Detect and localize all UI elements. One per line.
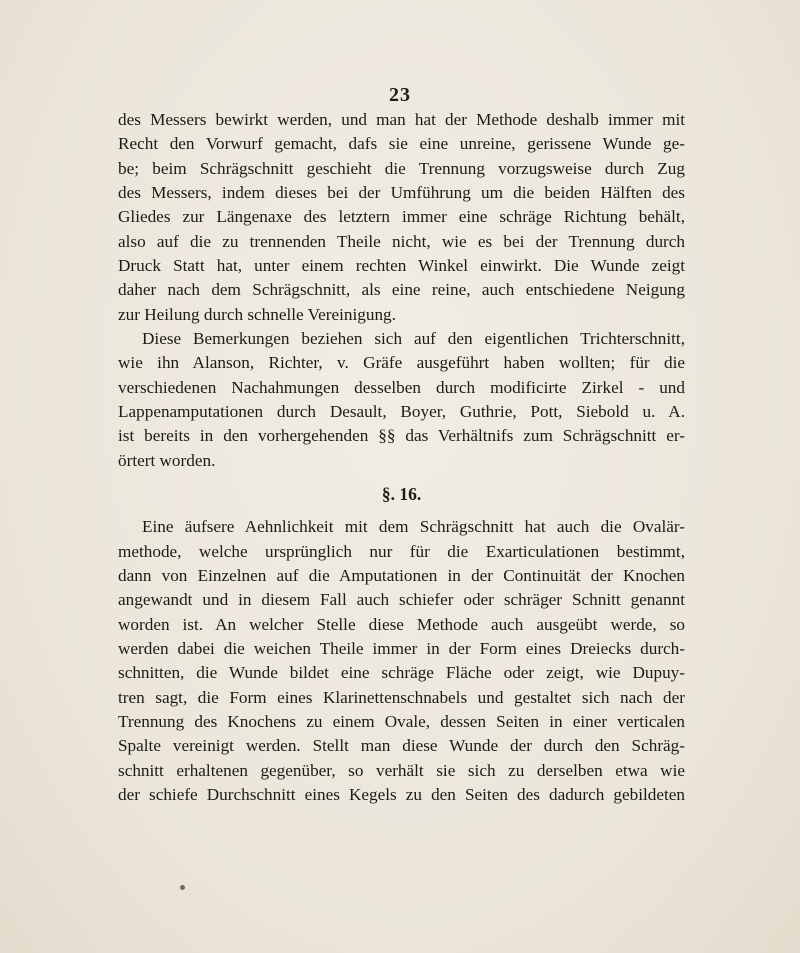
text-line: verschiedenen Nachahmungen desselben durch modificirte Zirkel - und xyxy=(118,377,685,397)
text-line: Lappenamputationen durch Desault, Boyer, Guthrie, Pott, Siebold u. A. xyxy=(118,402,685,422)
text-line: angewandt und in diesem Fall auch schiefer oder schräger Schnitt genannt xyxy=(118,590,685,610)
text-line: also auf die zu trennenden Theile nicht, wie es bei der Trennung durch xyxy=(118,231,685,251)
text-line: be; beim Schrägschnitt geschieht die Trennung vorzugsweise durch Zug xyxy=(118,158,685,178)
text-line: Recht den Vorwurf gemacht, dafs sie eine unreine, gerissene Wunde ge- xyxy=(118,134,685,154)
text-line: Diese Bemerkungen beziehen sich auf den eigentlichen Trichterschnitt, xyxy=(142,329,685,349)
text-line: wie ihn Alanson, Richter, v. Gräfe ausgeführt haben wollten; für die xyxy=(118,353,685,373)
text-line: des Messers bewirkt werden, und man hat der Methode deshalb immer mit xyxy=(118,110,685,129)
text-line: dann von Einzelnen auf die Amputationen in der Continuität der Knochen xyxy=(118,565,685,585)
text-line: Druck Statt hat, unter einem rechten Winkel einwirkt. Die Wunde zeigt xyxy=(118,256,685,276)
text-line: Trennung des Knochens zu einem Ovale, dessen Seiten in einer verticalen xyxy=(118,711,685,731)
text-line: des Messers, indem dieses bei der Umführung um die beiden Hälften des xyxy=(118,183,685,203)
text-line: methode, welche ursprünglich nur für die Exarticulationen bestimmt, xyxy=(118,541,685,561)
text-line: Eine äufsere Aehnlichkeit mit dem Schrägschnitt hat auch die Ovalär- xyxy=(142,517,685,537)
ink-speck xyxy=(180,885,185,890)
text-line: daher nach dem Schrägschnitt, als eine reine, auch entschiedene Neigung xyxy=(118,280,685,300)
section-heading: §. 16. xyxy=(381,484,422,505)
text-line: zur Heilung durch schnelle Vereinigung. xyxy=(118,304,396,324)
text-line: der schiefe Durchschnitt eines Kegels zu den Seiten des dadurch gebildeten xyxy=(118,784,685,804)
body-text xyxy=(118,108,685,807)
text-line: Spalte vereinigt werden. Stellt man diese Wunde der durch den Schräg- xyxy=(118,736,685,756)
text-line: worden ist. An welcher Stelle diese Methode auch ausgeübt werde, so xyxy=(118,614,685,634)
text-line: Gliedes zur Längenaxe des letztern immer eine schräge Richtung behält, xyxy=(118,207,685,227)
text-line: schnitt erhaltenen gegenüber, so verhält sie sich zu derselben etwa wie xyxy=(118,760,685,780)
text-line: örtert worden. xyxy=(118,450,216,470)
text-line: tren sagt, die Form eines Klarinettenschnabels und gestaltet sich nach der xyxy=(118,687,685,707)
text-line: ist bereits in den vorhergehenden §§ das Verhältnifs zum Schrägschnitt er- xyxy=(118,426,685,446)
page-number: 23 xyxy=(389,84,411,106)
text-line: schnitten, die Wunde bildet eine schräge Fläche oder zeigt, wie Dupuy- xyxy=(118,663,685,683)
text-line: werden dabei die weichen Theile immer in der Form eines Dreiecks durch- xyxy=(118,638,685,658)
